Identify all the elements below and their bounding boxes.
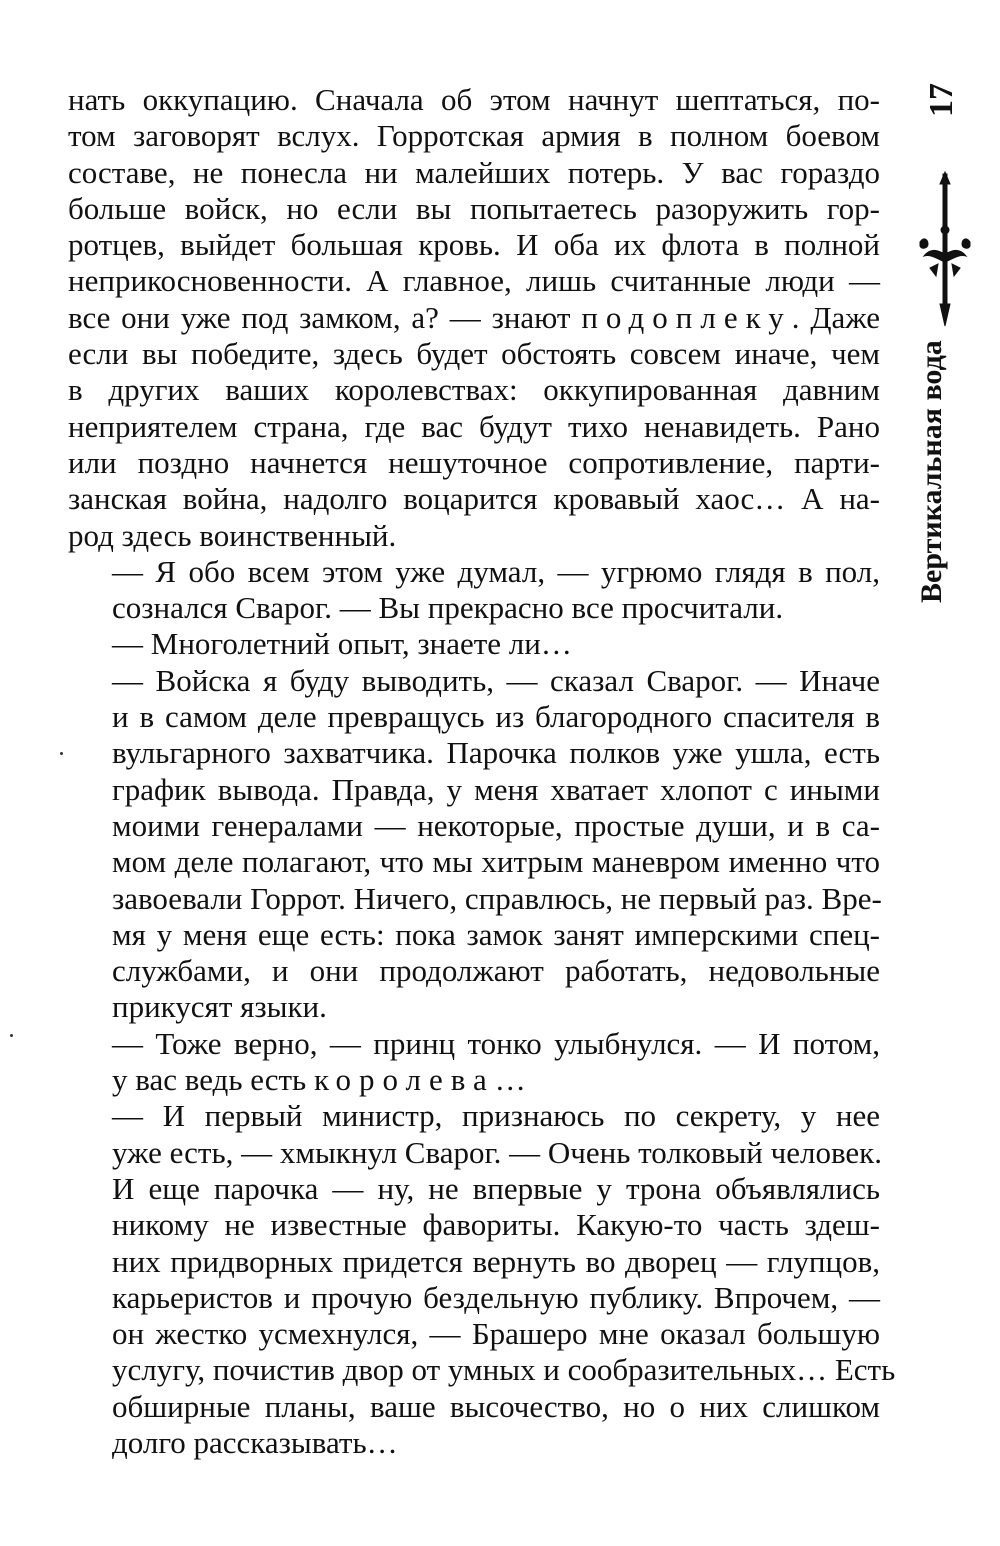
running-header-sidebar xyxy=(905,70,985,650)
paragraph xyxy=(68,82,880,554)
text-line: нать оккупацию. Сначала об этом начнут шептаться, по- xyxy=(68,82,880,117)
paragraph xyxy=(68,554,880,627)
text-line: или поздно начнется нешуточное сопротивление, парти- xyxy=(68,444,880,480)
text-line: том заговорят вслух. Горротская армия в полном боевом xyxy=(68,118,880,154)
body-text xyxy=(68,82,896,1461)
text-line: никому не известные фавориты. Какую-то часть здеш- xyxy=(112,1207,880,1243)
text-line: в других ваших королевствах: оккупированная давним xyxy=(68,372,880,408)
text-line: обширные планы, ваше высочество, но о них слишком xyxy=(112,1388,880,1424)
running-title: Вертикальная вода xyxy=(915,340,948,603)
sword-ornament-icon xyxy=(910,170,980,330)
text-line: занская война, надолго воцарится кровавый хаос… А на- xyxy=(68,481,880,517)
text-line: мом деле полагают, что мы хитрым маневром именно что xyxy=(112,844,880,880)
text-line: — Войска я буду выводить, — сказал Сварог. — Иначе xyxy=(112,662,880,698)
text-line: — И первый министр, признаюсь по секрету, у нее xyxy=(112,1098,880,1134)
text-line: услугу, почистив двор от умных и сообразительных… Есть xyxy=(112,1352,896,1388)
text-line: если вы победите, здесь будет обстоять совсем иначе, чем xyxy=(68,336,880,372)
text-line: все они уже под замком, а? — знают подоплеку. Даже xyxy=(68,299,880,335)
paragraph xyxy=(68,663,880,1026)
print-speck xyxy=(10,1034,13,1037)
text-line: сознался Сварог. — Вы прекрасно все просчитали. xyxy=(112,590,784,626)
text-line: он жестко усмехнулся, — Брашеро мне оказал большую xyxy=(112,1316,880,1352)
text-line: И еще парочка — ну, не впервые у трона объявлялись xyxy=(112,1170,880,1206)
text-line: неприятелем страна, где вас будут тихо ненавидеть. Рано xyxy=(68,408,880,444)
paragraph xyxy=(68,626,880,662)
text-line: составе, не понесла ни малейших потерь. У вас гораздо xyxy=(68,154,880,190)
text-line: мя у меня еще есть: пока замок занят имперскими спец- xyxy=(112,916,880,952)
text-line: и в самом деле превращусь из благородного спасителя в xyxy=(112,699,880,735)
text-line: больше войск, но если вы попытаетесь разоружить гор- xyxy=(68,190,880,226)
text-line: ротцев, выйдет большая кровь. И оба их флота в полной xyxy=(68,227,880,263)
emphasis-spaced-word: королева xyxy=(313,1062,495,1098)
paragraph xyxy=(68,1098,896,1461)
text-line: них придворных придется вернуть во дворец — глупцов, xyxy=(112,1243,880,1279)
text-line: прикусят языки. xyxy=(112,989,327,1025)
text-line: неприкосновенности. А главное, лишь считанные люди — xyxy=(68,263,880,299)
text-line: — Тоже верно, — принц тонко улыбнулся. — И потом, xyxy=(112,1025,880,1061)
text-line: — Многолетний опыт, знаете ли… xyxy=(112,626,572,662)
text-line: — Я обо всем этом уже думал, — угрюмо глядя в пол, xyxy=(112,553,880,589)
text-line: у вас ведь есть королева… xyxy=(112,1062,526,1098)
text-line: завоевали Горрот. Ничего, справлюсь, не первый раз. Вре- xyxy=(112,880,882,916)
emphasis-spaced-word: подоплеку xyxy=(581,299,792,335)
page-number: 17 xyxy=(923,83,960,117)
text-line: службами, и они продолжают работать, недовольные xyxy=(112,953,880,989)
paragraph xyxy=(68,1026,880,1099)
text-line: график вывода. Правда, у меня хватает хлопот с иными xyxy=(112,771,880,807)
print-speck xyxy=(60,752,63,755)
text-line: карьеристов и прочую бездельную публику. Впрочем, — xyxy=(112,1279,880,1315)
text-line: долго рассказывать… xyxy=(112,1424,398,1460)
text-line: уже есть, — хмыкнул Сварог. — Очень толковый человек. xyxy=(112,1134,882,1170)
text-line: моими генералами — некоторые, простые души, и в са- xyxy=(112,807,880,843)
text-line: вульгарного захватчика. Парочка полков уже ушла, есть xyxy=(112,735,880,771)
text-line: род здесь воинственный. xyxy=(68,517,397,553)
